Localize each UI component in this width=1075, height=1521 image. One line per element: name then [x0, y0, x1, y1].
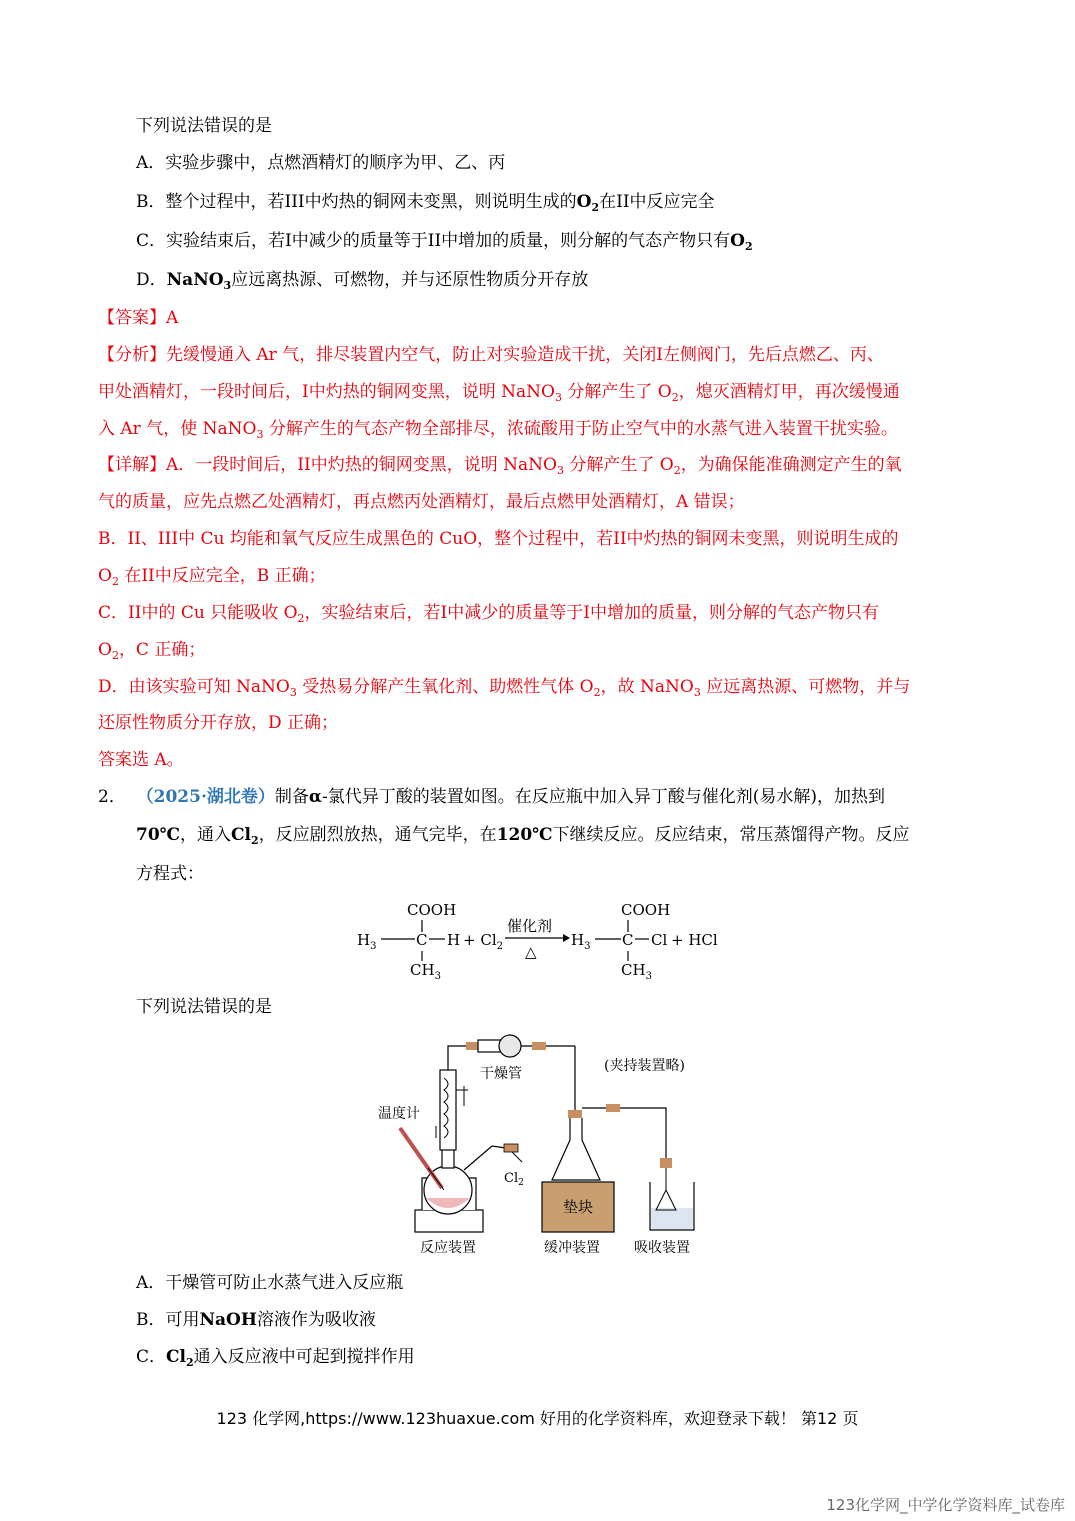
text: O: [98, 566, 112, 586]
answer: 【答案】A: [98, 308, 179, 328]
plus-hcl-label: + HCl: [671, 931, 718, 949]
text: 甲处酒精灯，一段时间后，I中灼热的铜网变黑，说明 NaNO: [98, 382, 555, 402]
h3c-label: $H_3$: [357, 931, 377, 952]
heat-symbol: △: [525, 943, 537, 961]
option-text: 在II中反应完全: [599, 192, 715, 212]
drying-tube-label: 干燥管: [480, 1066, 522, 1082]
subscript: 3: [693, 686, 701, 699]
detail-line-6: [98, 637, 205, 663]
reaction-apparatus-label: 反应装置: [420, 1240, 476, 1256]
q2-option-c: [136, 1344, 415, 1370]
watermark: 123化学网_中学化学资料库_试卷库: [826, 1496, 1065, 1514]
detail-line-4: [98, 563, 326, 589]
q2-option-b: [136, 1307, 376, 1333]
text: 下继续反应。反应结束，常压蒸馏得产物。反应: [552, 825, 910, 845]
text: 应远离热源、可燃物，并与: [700, 677, 911, 697]
catalyst-label: 催化剂: [507, 917, 553, 935]
detail-line-2: 气的质量，应先点燃乙处酒精灯，再点燃丙处酒精灯，最后点燃甲处酒精灯，A 错误；: [98, 492, 745, 512]
temperature: 70℃: [136, 825, 181, 845]
clamp-note: (夹持装置略): [604, 1058, 685, 1074]
text: ，实验结束后，若I中减少的质量等于I中增加的质量，则分解的气态产物只有: [304, 603, 879, 623]
text: 受热易分解产生氧化剂、助燃性气体 O: [296, 677, 594, 697]
subscript: 2: [671, 391, 679, 404]
text: ，故 NaNO: [600, 677, 694, 697]
h3c-label-product: $H_3$: [571, 931, 591, 952]
option-letter: C．: [136, 1347, 167, 1367]
option-text: 应远离热源、可燃物，并与还原性物质分开存放: [231, 270, 589, 290]
formula: O: [576, 192, 592, 212]
option-text: 通入反应液中可起到搅拌作用: [193, 1347, 415, 1367]
option-letter: A．: [136, 153, 166, 173]
q1-option-c: [136, 228, 753, 254]
reaction-equation: [355, 895, 725, 985]
q2-option-a: [136, 1270, 403, 1296]
cl2-inlet-label: $Cl_2$: [504, 1171, 524, 1188]
option-letter: D．: [136, 270, 167, 290]
subscript: 3: [256, 428, 264, 441]
subscript: 3: [223, 279, 232, 292]
q1-prompt: 下列说法错误的是: [136, 116, 272, 136]
valve: [504, 1144, 518, 1152]
option-letter: C．: [136, 231, 167, 251]
page-footer: 123 化学网,https://www.123huaxue.com 好用的化学资料库，欢迎登录下载！ 第12 页: [216, 1409, 859, 1428]
q1-option-b: [136, 189, 715, 215]
alpha-symbol: α: [308, 787, 322, 807]
detail-line-7: [98, 674, 910, 700]
formula: NaNO: [166, 270, 224, 290]
subscript: 2: [591, 201, 600, 214]
chlorine-label: Cl: [651, 931, 668, 949]
question-source: （2025·湖北卷）: [136, 787, 275, 807]
q1-option-a: [136, 150, 505, 176]
absorb-apparatus-label: 吸收装置: [634, 1240, 690, 1256]
plus-cl2-label: + $Cl_2$: [463, 931, 503, 952]
subscript: 3: [289, 686, 297, 699]
subscript: 3: [554, 391, 562, 404]
option-letter: B．: [136, 1310, 166, 1330]
temperature: 120℃: [496, 825, 553, 845]
subscript: 2: [593, 686, 601, 699]
analysis-line-3: [98, 416, 898, 442]
text: O: [98, 640, 112, 660]
text: 【详解】A．一段时间后，II中灼热的铜网变黑，说明 NaNO: [98, 455, 557, 475]
carbon-label-product: C: [622, 931, 634, 949]
thermometer-label: 温度计: [378, 1106, 420, 1122]
text: ，反应剧烈放热，通气完毕，在: [258, 825, 497, 845]
q1-option-d: [136, 267, 588, 293]
analysis-line-1: 【分析】先缓慢通入 Ar 气，排尽装置内空气，防止对实验造成干扰，关闭I左侧阀门，先后点燃乙、丙、: [98, 345, 884, 365]
text: 分解产生的气态产物全部排尽，浓硫酸用于防止空气中的水蒸气进入装置干扰实验。: [263, 419, 898, 439]
hydrogen-label: H: [447, 931, 461, 949]
carbon-label: C: [416, 931, 428, 949]
buffer-flask: [552, 1118, 600, 1180]
option-text: 实验结束后，若I中减少的质量等于II中增加的质量，则分解的气态产物只有: [166, 231, 731, 251]
ch3-label-product: $CH_3$: [621, 961, 652, 982]
ch3-label: $CH_3$: [410, 961, 441, 982]
detail-line-8: 还原性物质分开存放，D 正确；: [98, 713, 339, 733]
text: ，通入: [180, 825, 232, 845]
subscript: 2: [251, 834, 259, 847]
formula: Cl: [166, 1347, 187, 1367]
detail-line-9: 答案选 A。: [98, 750, 184, 770]
formula: NaOH: [199, 1310, 257, 1330]
text: C．II中的 Cu 只能吸收 O: [98, 603, 298, 623]
buffer-apparatus-label: 缓冲装置: [544, 1240, 600, 1256]
cooh-label: COOH: [407, 901, 457, 919]
q2-prompt: 下列说法错误的是: [136, 997, 272, 1017]
subscript: 2: [111, 649, 119, 662]
detail-line-5: [98, 600, 879, 626]
subscript: 2: [297, 612, 305, 625]
option-text: 实验步骤中，点燃酒精灯的顺序为甲、乙、丙: [165, 153, 506, 173]
subscript: 2: [111, 575, 119, 588]
text: 制备: [274, 787, 309, 807]
text: D．由该实验可知 NaNO: [98, 677, 290, 697]
q2-line-2: [136, 822, 910, 848]
subscript: 3: [556, 464, 564, 477]
cooh-label-product: COOH: [621, 901, 671, 919]
text: 分解产生了 O: [563, 455, 674, 475]
text: -氯代异丁酸的装置如图。在反应瓶中加入异丁酸与催化剂(易水解)，加热到: [321, 787, 885, 807]
q2-line-1: [98, 784, 885, 810]
text: ，C 正确；: [118, 640, 206, 660]
option-letter: A．: [136, 1273, 166, 1293]
apparatus-figure: [360, 1030, 720, 1262]
subscript: 2: [744, 240, 753, 253]
text: 在II中反应完全，B 正确；: [118, 566, 326, 586]
detail-line-1: [98, 452, 902, 478]
analysis-line-2: [98, 379, 900, 405]
q2-line-3: 方程式：: [136, 864, 204, 884]
option-text: 溶液作为吸收液: [256, 1310, 376, 1330]
formula: Cl: [231, 825, 252, 845]
option-text: 整个过程中，若III中灼热的铜网未变黑，则说明生成的: [165, 192, 577, 212]
subscript: 2: [673, 464, 681, 477]
text: ，为确保能准确测定产生的氧: [680, 455, 902, 475]
formula: O: [730, 231, 745, 251]
text: ，熄灭酒精灯甲，再次缓慢通: [678, 382, 900, 402]
block-label: 垫块: [563, 1198, 594, 1216]
text: 分解产生了 O: [561, 382, 672, 402]
option-letter: B．: [136, 192, 166, 212]
option-text: 干燥管可防止水蒸气进入反应瓶: [165, 1273, 404, 1293]
question-number: 2．: [98, 787, 126, 807]
detail-line-3: B．II、III中 Cu 均能和氧气反应生成黑色的 CuO，整个过程中，若II中灼热的铜网未变黑，则说明生成的: [98, 529, 899, 549]
text: 入 Ar 气，使 NaNO: [98, 419, 257, 439]
subscript: 2: [186, 1356, 194, 1369]
option-text: 可用: [165, 1310, 200, 1330]
